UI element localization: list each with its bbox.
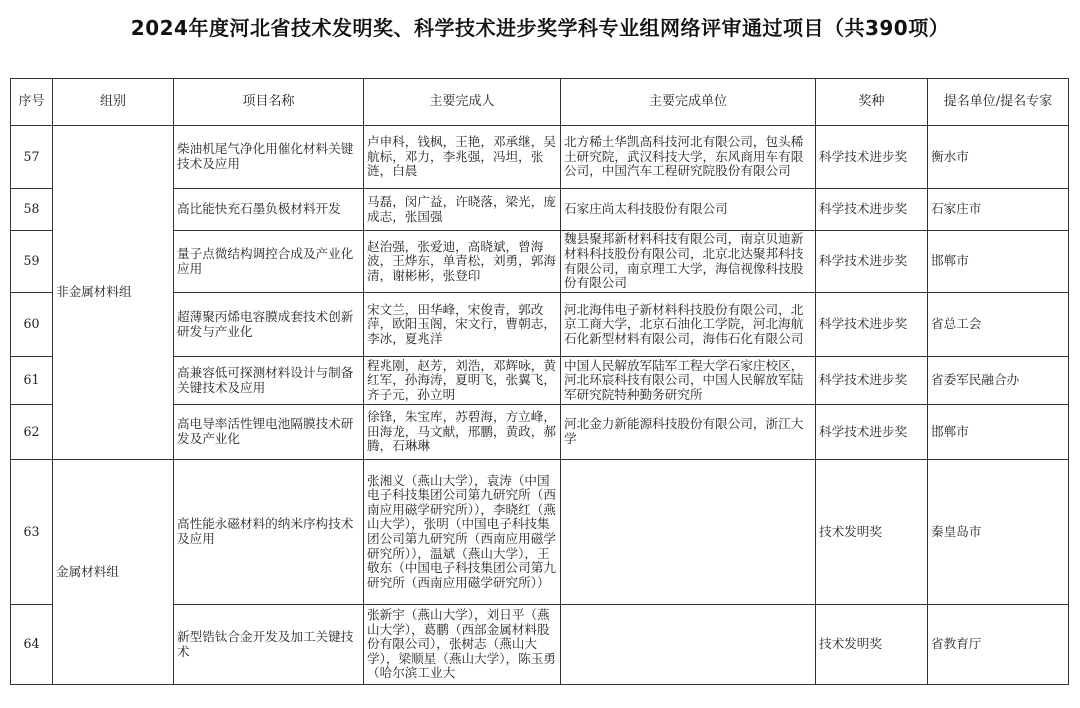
row-nominator: 衡水市 xyxy=(928,126,1069,189)
row-no: 60 xyxy=(11,293,53,357)
table-row xyxy=(11,460,1069,605)
row-units xyxy=(561,460,816,605)
header-group: 组别 xyxy=(53,79,174,126)
row-people: 卢申科，钱枫，王艳，邓承继，吴航标，邓力，李兆强，冯坦，张涟，白晨 xyxy=(364,126,561,189)
row-project: 超薄聚丙烯电容膜成套技术创新研发与产业化 xyxy=(174,293,364,357)
row-units: 河北海伟电子新材料科技股份有限公司，北京工商大学，北京石油化工学院，河北海航石化新型材料有限公司，海伟石化有限公司 xyxy=(561,293,816,357)
row-nominator: 省总工会 xyxy=(928,293,1069,357)
row-units: 河北金力新能源科技股份有限公司，浙江大学 xyxy=(561,405,816,460)
row-award: 科学技术进步奖 xyxy=(816,405,928,460)
row-units: 石家庄尚太科技股份有限公司 xyxy=(561,189,816,231)
row-units: 北方稀土华凯高科技河北有限公司，包头稀土研究院，武汉科技大学，东风商用车有限公司，中国汽车工程研究院股份有限公司 xyxy=(561,126,816,189)
row-project: 柴油机尾气净化用催化材料关键技术及应用 xyxy=(174,126,364,189)
row-no: 59 xyxy=(11,231,53,293)
row-nominator: 邯郸市 xyxy=(928,231,1069,293)
row-no: 58 xyxy=(11,189,53,231)
row-award: 科学技术进步奖 xyxy=(816,293,928,357)
row-people: 宋文兰，田华峰，宋俊青，郭改萍，欧阳玉阁，宋文行，曹朝志，李冰，夏兆洋 xyxy=(364,293,561,357)
group-cell-metal xyxy=(53,460,174,685)
row-no: 62 xyxy=(11,405,53,460)
row-nominator: 省委军民融合办 xyxy=(928,357,1069,405)
row-no: 63 xyxy=(11,460,53,605)
row-project: 高兼容低可探测材料设计与制备关键技术及应用 xyxy=(174,357,364,405)
page-title: 2024年度河北省技术发明奖、科学技术进步奖学科专业组网络评审通过项目（共390项） xyxy=(130,16,950,40)
group-label: 非金属材料组 xyxy=(56,284,132,300)
projects-table xyxy=(10,78,1069,685)
header-people: 主要完成人 xyxy=(364,79,561,126)
row-project: 量子点微结构调控合成及产业化应用 xyxy=(174,231,364,293)
row-people: 马磊，闵广益，许晓落，梁光，庞成志，张国强 xyxy=(364,189,561,231)
group-label: 金属材料组 xyxy=(56,563,119,579)
row-people: 赵治强，张爱迪，高晓斌，曾海波，王烨东，单青松，刘勇，郭海清，谢彬彬，张登印 xyxy=(364,231,561,293)
group-cell-nonmetal xyxy=(53,126,174,460)
row-project: 新型锆钛合金开发及加工关键技术 xyxy=(174,605,364,685)
header-units: 主要完成单位 xyxy=(561,79,816,126)
row-project: 高比能快充石墨负极材料开发 xyxy=(174,189,364,231)
header-no: 序号 xyxy=(11,79,53,126)
row-nominator: 石家庄市 xyxy=(928,189,1069,231)
table-row xyxy=(11,126,1069,189)
row-units: 魏县聚邦新材料科技有限公司，南京贝迪新材料科技股份有限公司，北京北达聚邦科技有限公司，南京理工大学，海信视像科技股份有限公司 xyxy=(561,231,816,293)
row-award: 科学技术进步奖 xyxy=(816,357,928,405)
row-project: 高电导率活性锂电池隔膜技术研发及产业化 xyxy=(174,405,364,460)
row-nominator: 秦皇岛市 xyxy=(928,460,1069,605)
row-people: 徐锋，朱宝库，苏碧海，方立峰，田海龙，马文献，邢鹏，黄政，郝腾，石琳琳 xyxy=(364,405,561,460)
row-no: 61 xyxy=(11,357,53,405)
row-nominator: 邯郸市 xyxy=(928,405,1069,460)
row-units: 中国人民解放军陆军工程大学石家庄校区，河北环宸科技有限公司，中国人民解放军陆军研究院特种勤务研究所 xyxy=(561,357,816,405)
row-award: 科学技术进步奖 xyxy=(816,126,928,189)
row-people: 张湘义（燕山大学），袁涛（中国电子科技集团公司第九研究所（西南应用磁学研究所）），李晓红（燕山大学），张明（中国电子科技集团公司第九研究所（西南应用磁学研究所）），温斌（燕山大学），王敬东（中国电子科技集团公司第九研究所（西南应用磁学研究所）） xyxy=(364,460,561,605)
row-award: 技术发明奖 xyxy=(816,605,928,685)
row-no: 64 xyxy=(11,605,53,685)
header-award: 奖种 xyxy=(816,79,928,126)
header-nominator: 提名单位/提名专家 xyxy=(928,79,1069,126)
table-header-row xyxy=(11,79,1069,126)
row-award: 科学技术进步奖 xyxy=(816,189,928,231)
row-award: 技术发明奖 xyxy=(816,460,928,605)
row-people: 张新宇（燕山大学），刘日平（燕山大学），葛鹏（西部金属材料股份有限公司），张树志（燕山大学），梁顺星（燕山大学），陈玉勇（哈尔滨工业大 xyxy=(364,605,561,685)
header-project: 项目名称 xyxy=(174,79,364,126)
row-nominator: 省教育厅 xyxy=(928,605,1069,685)
row-no: 57 xyxy=(11,126,53,189)
row-people: 程兆刚，赵芳，刘浩，邓辉咏，黄红军，孙海涛，夏明飞，张翼飞，齐子元，孙立明 xyxy=(364,357,561,405)
row-units xyxy=(561,605,816,685)
row-award: 科学技术进步奖 xyxy=(816,231,928,293)
row-project: 高性能永磁材料的纳米序构技术及应用 xyxy=(174,460,364,605)
